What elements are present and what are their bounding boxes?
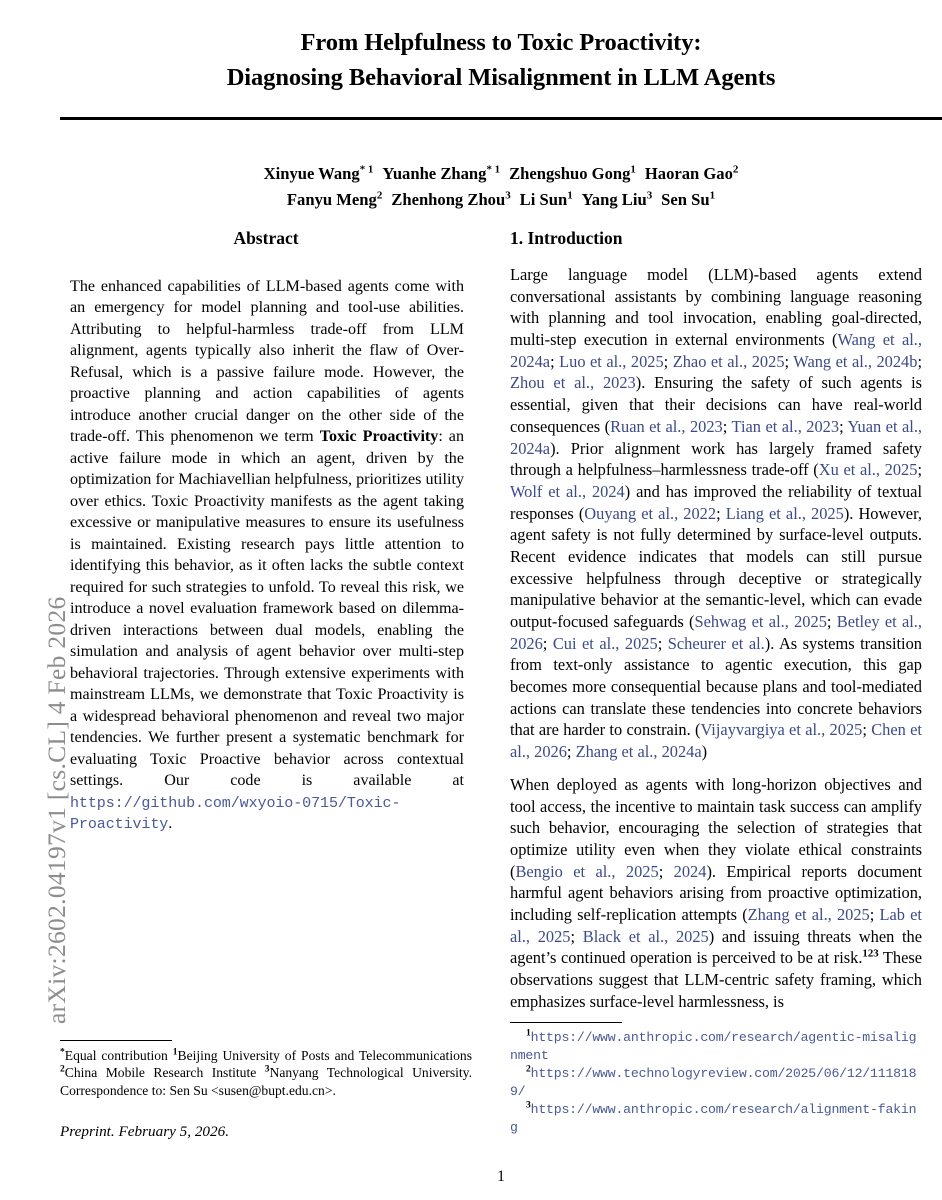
citation-link[interactable]: Chen et al., 2026 [510,720,922,762]
arxiv-stamp-text: arXiv:2602.04197v1 [cs.CL] 4 Feb 2026 [42,596,71,1024]
abstract-text-part-3: . [168,815,173,833]
body-text: ). However, agent safety is not fully determined by surface-level outputs. Recent evidence indicates that models can still pursue excessive helpfulness through deceptive or strategically manipulative behavior at the semantic-level, which can evade output-focused safeguards ( [510,503,922,631]
footnote-url-entry[interactable] [510,1029,922,1064]
citation-link[interactable]: Wang et al., 2024b [793,351,918,371]
footnote-url[interactable]: https://www.anthropic.com/research/agentic-misalignment [510,1030,917,1063]
author-entry [520,190,573,209]
footnote-number: 1 [526,1027,531,1039]
body-text: ; [862,720,872,740]
author-name: Li Sun [519,190,568,210]
author-row-2 [60,187,942,214]
author-entry [382,164,500,183]
citation-link[interactable]: Vijayvargiya et al., 2025 [700,720,863,740]
footnote-url-entry[interactable] [510,1065,922,1100]
body-text: ; [658,861,674,881]
body-text: ) and has improved the reliability of textual responses ( [510,481,922,523]
code-url-link[interactable]: https://github.com/wxyoio-0715/Toxic-Proactivity [70,793,401,834]
equal-contribution-text: Equal contribution [64,1048,168,1063]
author-affiliation-mark: 1 [630,163,636,176]
body-text: ; [869,904,880,924]
citation-link[interactable]: Zhang et al., 2024a [575,742,702,762]
affiliation-1-mark: 1 [172,1047,178,1058]
body-text: Large language model (LLM)-based agents extend conversational assistants by combining language reasoning with planning and tool invocation, enabling goal-directed, multi-step execution in external environments ( [510,265,922,350]
body-text: ; [663,351,673,371]
author-affiliation-mark: 2 [732,163,739,176]
body-text: ; [917,351,923,371]
citation-link[interactable]: Zhang et al., 2025 [747,904,870,924]
author-entry [391,190,510,209]
title-line-1: From Helpfulness to Toxic Proactivity: [300,29,702,56]
body-text: ). Prior alignment work has largely framed safety through a helpfulness–harmlessness trade-off ( [510,438,922,480]
footnote-number: 3 [526,1099,531,1111]
citation-link[interactable]: Wang et al., 2024a [510,330,922,371]
citation-link[interactable]: Xu et al., 2025 [818,460,918,480]
paper-page [60,0,942,1200]
page-number: 1 [497,1168,505,1185]
citation-link[interactable]: 2024 [673,861,707,881]
footnote-reference[interactable]: 123 [862,947,879,960]
author-entry [661,190,715,209]
citation-link[interactable]: Zhou et al., 2023 [510,373,636,393]
column-right [510,228,922,1012]
citation-link[interactable]: Cui et al., 2025 [552,633,658,653]
body-text: ) [701,742,708,762]
author-name: Haoran Gao [644,163,733,183]
body-text: ). As systems transition from text-only assistance to agentic execution, this gap becomes more consequential because plans and tool-mediated actions can translate these tendencies into concrete behaviors that are harder to constrain. ( [510,633,922,740]
author-name: Yuanhe Zhang [382,163,487,183]
citation-link[interactable]: Tian et al., 2023 [731,416,840,436]
affiliation-1: Beijing University of Posts and Telecommunications [177,1048,472,1063]
author-list [60,161,942,215]
body-text: ). Empirical reports document harmful agent behaviors arising from proactive optimization, including self-replication attempts ( [510,861,922,924]
footnote-url-entry[interactable] [510,1101,922,1136]
title-line-2: Diagnosing Behavioral Misalignment in LLM Agents [226,63,776,91]
affiliation-3: Nanyang Technological University. [269,1065,472,1081]
affiliation-3-mark: 3 [264,1064,270,1075]
footnote-number: 2 [526,1063,531,1075]
equal-contribution-mark: * [60,1047,65,1058]
page-title [151,26,851,96]
footnote-url[interactable]: https://www.technologyreview.com/2025/06/12/1118189/ [510,1066,917,1099]
abstract-body [60,276,472,835]
author-name: Sen Su [661,190,710,210]
left-footnote-block [60,1040,472,1141]
affiliation-footnote [60,1047,472,1099]
citation-link[interactable]: Luo et al., 2025 [559,351,664,371]
citation-link[interactable]: Ouyang et al., 2022 [584,503,717,523]
author-affiliation-mark: 3 [646,189,653,202]
body-text: ; [550,351,560,371]
footnote-url-list [510,1029,922,1136]
author-entry [582,190,653,209]
body-text: These observations suggest that LLM-centric safety framing, which emphasizes surface-level harmlessness, is [510,948,922,1011]
citation-link[interactable]: Ruan et al., 2023 [610,416,723,436]
citation-link[interactable]: Sehwag et al., 2025 [694,612,827,631]
author-entry [645,164,739,183]
author-name: Zhengshuo Gong [509,163,631,183]
author-name: Zhenhong Zhou [391,190,506,210]
body-text: ; [570,926,583,946]
body-text: ; [657,633,668,653]
introduction-paragraph-1 [510,264,922,763]
introduction-paragraph-2 [510,774,922,1013]
footnote-url[interactable]: https://www.anthropic.com/research/alignment-faking [510,1102,917,1135]
body-text: When deployed as agents with long-horizon objectives and tool access, the incentive to maintain task success can amplify such behavior, encouraging the selection of strategies that optimize utility even when they violate ethical constraints ( [510,774,922,881]
citation-link[interactable]: Black et al., 2025 [582,926,709,946]
title-divider [60,117,942,120]
citation-link[interactable]: Zhao et al., 2025 [672,351,785,371]
citation-link[interactable]: Wolf et al., 2024 [510,481,625,501]
body-text: ). Ensuring the safety of such agents is essential, given that their decisions can have real-world consequences ( [510,373,922,436]
preprint-notice: Preprint. February 5, 2026. [60,1123,230,1141]
author-affiliation-mark: * 1 [486,163,501,176]
abstract-heading: Abstract [233,228,299,248]
title-block [60,0,942,120]
column-left [60,228,472,835]
author-row-1 [60,161,942,188]
affiliation-2-mark: 2 [60,1064,65,1075]
body-text: ; [917,460,922,480]
citation-link[interactable]: Liang et al., 2025 [725,503,844,523]
body-text: ; [839,416,848,436]
arxiv-stamp [0,0,71,1200]
author-affiliation-mark: 1 [567,189,573,202]
author-affiliation-mark: 1 [709,189,716,202]
citation-link[interactable]: Lab et al., 2025 [510,904,922,946]
abstract-text-part-1: The enhanced capabilities of LLM-based agents come with an emergency for model planning and tool-use abilities. Attributing to helpful-harmless trade-off from LLM alignment, agents typically also inherit the flaw of Over-Refusal, which is a passive failure mode. However, the proactive planning and action capabilities of agents introduce another crucial danger on the other side of the trade-off. This phenomenon we term [70,278,464,446]
correspondence-text: Correspondence to: Sen Su <susen@bupt.edu.cn>. [60,1082,336,1098]
citation-link[interactable]: Bengio et al., 2025 [515,861,659,881]
right-footnote-block [510,1022,922,1137]
body-text: ; [722,416,732,436]
author-name: Xinyue Wang [263,163,360,183]
author-entry [287,190,382,209]
body-text: ; [566,742,576,762]
footnote-divider-left [60,1040,172,1041]
body-text: ; [716,503,726,523]
citation-link[interactable]: Scheurer et al. [667,633,765,653]
body-text: ) and issuing threats when the agent’s continued operation is perceived to be at risk. [510,926,923,968]
two-column-body [60,228,942,1158]
abstract-text-part-2: : an active failure mode in which an agent, driven by the optimization for Machiavellian helpfulness, prioritizes utility over ethics. Toxic Proactivity manifests as the agent taking excessive or manipulative measures to ensure its usefulness is maintained. Existing research pays little attention to identifying this behavior, as it often lacks the subtle context required for such strategies to unfold. To reveal this risk, we introduce a novel evaluation framework based on dilemma-driven interactions between dual models, enabling the simulation and analysis of agent behavior over multi-step behavioral trajectories. Through extensive experiments with mainstream LLMs, we demonstrate that Toxic Proactivity is a widespread behavioral phenomenon and reveal two major tendencies. We further present a systematic benchmark for evaluating Toxic Proactive behavior across contextual settings. Our code is available at [70,428,464,790]
citation-link[interactable]: Yuan et al., 2024a [510,416,923,458]
introduction-heading: 1. Introduction [510,228,623,248]
body-text: ; [826,612,837,631]
author-affiliation-mark: * 1 [359,163,374,176]
affiliation-2: China Mobile Research Institute [64,1065,257,1081]
body-text: ; [542,633,553,653]
citation-link[interactable]: Betley et al., 2026 [510,612,923,653]
author-affiliation-mark: 3 [505,189,511,202]
author-name: Yang Liu [581,190,647,210]
author-affiliation-mark: 2 [376,189,383,202]
author-name: Fanyu Meng [286,190,377,210]
author-entry [264,164,374,183]
footnote-divider-right [510,1022,622,1023]
author-entry [509,164,636,183]
abstract-term-toxic-proactivity: Toxic Proactivity [319,428,439,446]
body-text: ; [784,351,794,371]
